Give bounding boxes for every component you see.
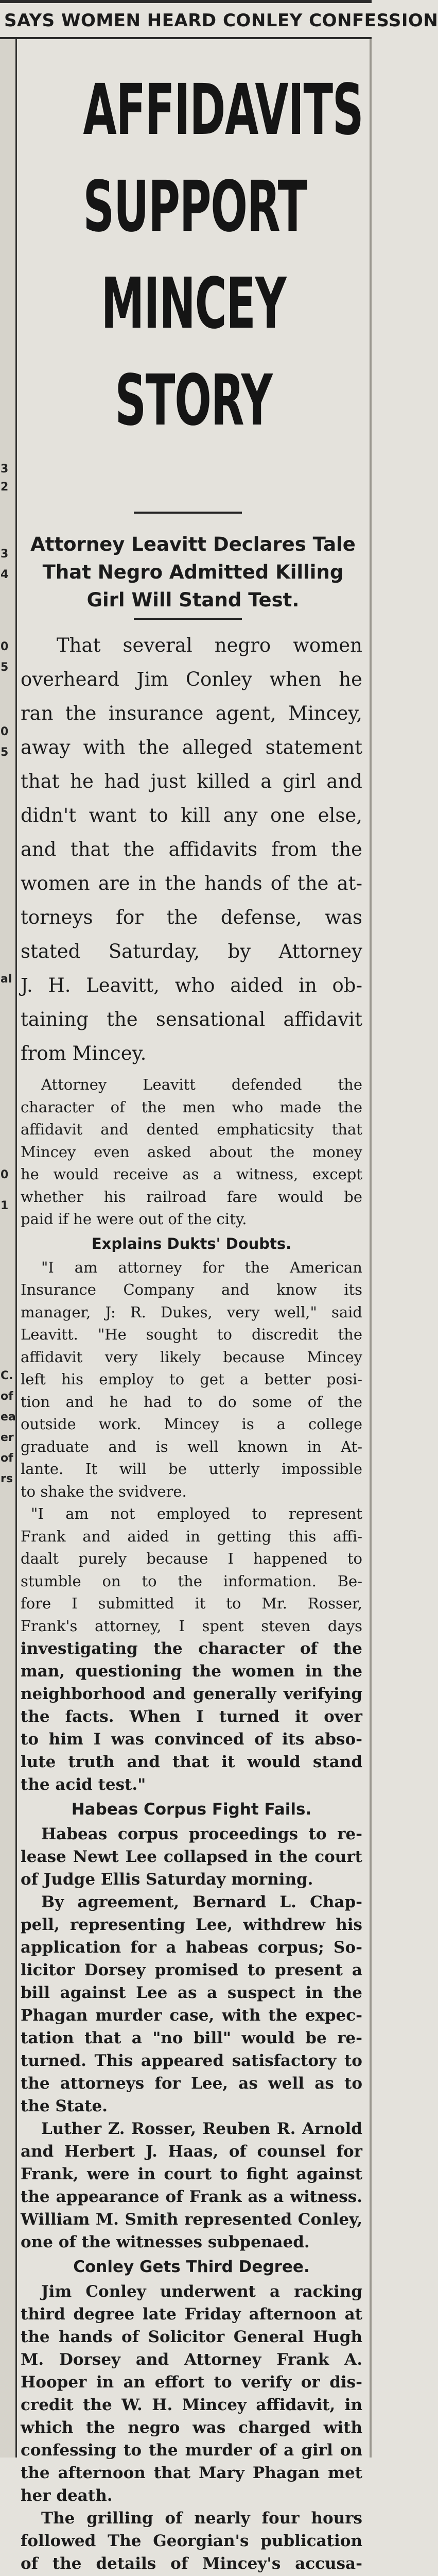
paragraph <box>21 2117 362 2253</box>
text-line: stumble on to the information. Be- <box>21 1572 362 1590</box>
deck-rule <box>134 512 242 514</box>
head-rule <box>0 37 372 39</box>
subhead: Explains Dukts' Doubts. <box>91 1234 292 1252</box>
text-line: to him I was convinced of its abso- <box>21 1730 362 1749</box>
text-line: whether his railroad fare would be <box>21 1188 362 1206</box>
text-line: ran the insurance agent, Mincey, <box>21 702 362 724</box>
right-edge <box>370 39 372 2458</box>
text-line: pell, representing Lee, withdrew his <box>21 1916 362 1934</box>
text-line: Luther Z. Rosser, Reuben R. Arnold <box>41 2120 362 2138</box>
strip-fragment: C. <box>1 1369 13 1382</box>
headline-line: STORY <box>115 360 272 442</box>
text-line: J. H. Leavitt, who aided in ob- <box>21 974 362 996</box>
text-line: neighborhood and generally verifying <box>21 1685 362 1703</box>
text-line: away with the alleged statement <box>21 736 362 758</box>
headline <box>83 62 363 449</box>
text-line: he would receive as a witness, except <box>21 1165 362 1183</box>
paragraph <box>21 1637 362 1796</box>
strip-fragment: 5 <box>1 746 9 759</box>
text-line: Jim Conley underwent a racking <box>41 2282 362 2301</box>
headline-line: MINCEY <box>101 263 286 345</box>
text-line: Insurance Company and know its <box>21 1281 362 1298</box>
strip-fragment: of <box>1 1452 13 1465</box>
text-line: character of the men who made the <box>21 1098 362 1116</box>
text-line: which the negro was charged with <box>21 2418 362 2437</box>
text-line: application for a habeas corpus; So- <box>21 1938 362 1957</box>
strip-fragment: 2 <box>1 481 9 494</box>
text-line: the State. <box>21 2097 108 2115</box>
deck-line: That Negro Admitted Killing <box>42 561 344 583</box>
deck-line: Girl Will Stand Test. <box>86 589 300 611</box>
headline-line: AFFIDAVITS <box>83 70 363 151</box>
text-line: "I am not employed to represent <box>31 1505 362 1522</box>
text-line: The grilling of nearly four hours <box>41 2509 362 2528</box>
paragraph <box>21 1503 362 1637</box>
paragraph <box>21 1891 362 2117</box>
headline-line: SUPPORT <box>83 166 307 248</box>
text-line: women are in the hands of the at- <box>21 872 362 894</box>
text-line: William M. Smith represented Conley, <box>21 2210 362 2229</box>
text-line: manager, J: R. Dukes, very well," said <box>21 1303 362 1321</box>
text-line: of Judge Ellis Saturday morning. <box>21 1870 313 1889</box>
text-line: man, questioning the women in the <box>21 1662 362 1681</box>
strip-fragment: 4 <box>1 568 9 581</box>
text-line: her death. <box>21 2486 113 2505</box>
text-line: affidavit very likely because Mincey <box>21 1348 362 1366</box>
strip-fragment: rs <box>1 1472 13 1485</box>
text-line: tation that a "no bill" would be re- <box>21 2029 362 2047</box>
text-line: tion and he had to do some of the <box>21 1393 362 1411</box>
text-line: one of the witnesses subpenaed. <box>21 2233 310 2251</box>
text-line: torneys for the defense, was <box>21 906 362 928</box>
text-line: the facts. When I turned it over <box>21 1707 362 1726</box>
text-line: lante. It will be utterly impossible <box>21 1460 362 1478</box>
subhead: Conley Gets Third Degree. <box>73 2258 310 2276</box>
text-line: bill against Lee as a suspect in the <box>21 1984 362 2002</box>
strip-fragment: 0 <box>1 725 9 738</box>
text-line: of the details of Mincey's accusa- <box>21 2554 362 2573</box>
article-body <box>21 629 362 2576</box>
text-line: the afternoon that Mary Phagan met <box>21 2464 362 2482</box>
paragraph <box>21 2280 362 2507</box>
text-line: Attorney Leavitt defended the <box>41 1076 362 1093</box>
text-line: and Herbert J. Haas, of counsel for <box>21 2142 362 2161</box>
text-line: and that the affidavits from the <box>21 838 362 860</box>
text-line: that he had just killed a girl and <box>21 770 362 792</box>
strip-fragment: ea <box>1 1411 16 1423</box>
deck-rule-lower <box>134 618 242 620</box>
text-line: the appearance of Frank as a witness. <box>21 2188 362 2206</box>
text-line: fore I submitted it to Mr. Rosser, <box>21 1595 362 1612</box>
paragraph <box>21 1823 362 1891</box>
strip-fragment: 5 <box>1 661 9 674</box>
text-line: investigating the character of the <box>21 1639 362 1658</box>
deck-line: Attorney Leavitt Declares Tale <box>30 533 356 555</box>
text-line: to shake the svidvere. <box>21 1482 187 1500</box>
text-line: By agreement, Bernard L. Chap- <box>41 1893 362 1911</box>
strip-fragment: 0 <box>1 640 9 653</box>
text-line: M. Dorsey and Attorney Frank A. <box>21 2350 362 2369</box>
text-line: affidavit and dented emphaticsity that <box>21 1121 362 1138</box>
text-line: licitor Dorsey promised to present a <box>21 1961 362 1979</box>
strip-fragment: 0 <box>1 1168 9 1181</box>
text-line: Hooper in an effort to verify or dis- <box>21 2373 362 2392</box>
text-line: lease Newt Lee collapsed in the court <box>21 1848 362 1866</box>
text-line: paid if he were out of the city. <box>21 1210 247 1228</box>
lead-paragraph <box>21 629 362 1071</box>
paragraph <box>21 1074 362 1231</box>
text-line: outside work. Mincey is a college <box>21 1415 362 1433</box>
strip-fragment: er <box>1 1431 14 1444</box>
text-line: from Mincey. <box>21 1042 147 1064</box>
adjacent-column-strip <box>0 39 17 2458</box>
text-line: stated Saturday, by Attorney <box>21 940 362 962</box>
text-line: didn't want to kill any one else, <box>21 804 362 826</box>
strip-fragment: 3 <box>1 548 9 561</box>
text-line: left his employ to get a better posi- <box>21 1370 362 1388</box>
text-line: Mincey even asked about the money <box>21 1143 362 1161</box>
strip-fragment: 3 <box>1 463 9 476</box>
text-line: overheard Jim Conley when he <box>21 668 362 690</box>
strip-fragment: 1 <box>1 1199 9 1212</box>
text-line: Habeas corpus proceedings to re- <box>41 1825 362 1843</box>
text-line: followed The Georgian's publication <box>21 2532 362 2550</box>
text-line: "I am attorney for the American <box>41 1258 362 1276</box>
text-line: the hands of Solicitor General Hugh <box>21 2328 362 2346</box>
text-line: taining the sensational affidavit <box>21 1008 362 1030</box>
paragraph <box>21 2507 362 2576</box>
text-line: Frank and aided in getting this affi- <box>21 1527 362 1545</box>
strip-fragment: al <box>1 973 12 986</box>
text-line: turned. This appeared satisfactory to <box>21 2052 362 2070</box>
text-line: credit the W. H. Mincey affidavit, in <box>21 2396 362 2414</box>
text-line: Frank, were in court to fight against <box>21 2165 362 2183</box>
text-line: third degree late Friday afternoon at <box>21 2305 362 2324</box>
text-line: the attorneys for Lee, as well as to <box>21 2074 362 2093</box>
paragraph <box>21 1257 362 1503</box>
text-line: confessing to the murder of a girl on <box>21 2441 362 2460</box>
text-line: Phagan murder case, with the expec- <box>21 2006 362 2025</box>
text-line: daalt purely because I happened to <box>21 1550 362 1567</box>
running-head: SAYS WOMEN HEARD CONLEY CONFESSION <box>4 10 438 31</box>
deck <box>25 531 361 614</box>
top-rule <box>0 0 372 3</box>
text-line: graduate and is well known in At- <box>21 1437 362 1455</box>
text-line: That several negro women <box>57 634 362 656</box>
subhead: Habeas Corpus Fight Fails. <box>71 1800 312 1819</box>
text-line: Leavitt. "He sought to discredit the <box>21 1326 362 1343</box>
strip-fragment: of <box>1 1390 13 1403</box>
text-line: the acid test." <box>21 1775 146 1794</box>
text-line: Frank's attorney, I spent steven days <box>21 1617 362 1635</box>
text-line: lute truth and that it would stand <box>21 1753 362 1771</box>
